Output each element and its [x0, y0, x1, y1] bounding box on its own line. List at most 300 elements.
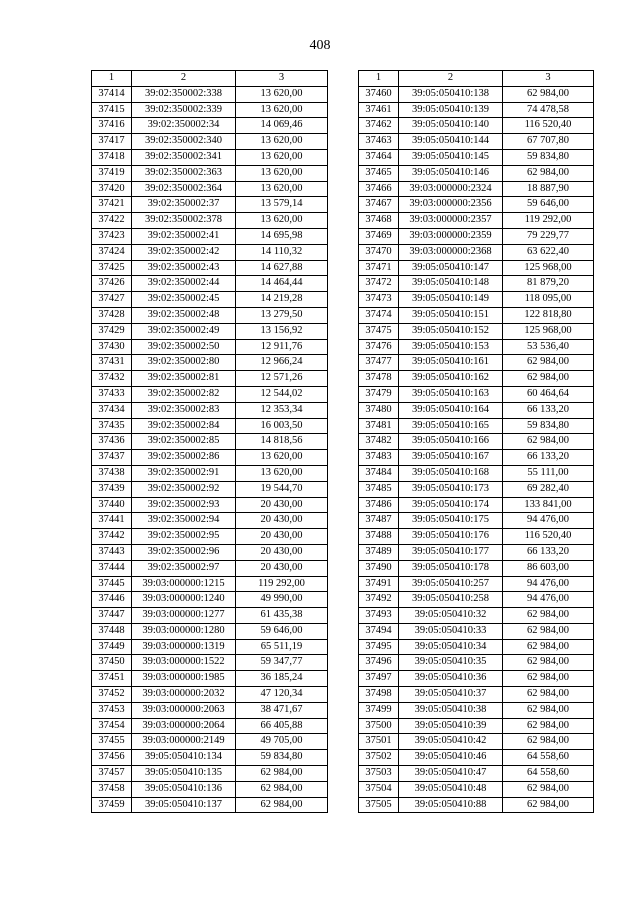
- table-row: [359, 292, 594, 308]
- table-row: [92, 165, 328, 181]
- row-number-cell: 37416: [92, 118, 132, 134]
- table-row: [92, 434, 328, 450]
- table-row: [92, 608, 328, 624]
- row-number-cell: 37459: [92, 797, 132, 813]
- cadastral-number-cell: 39:05:050410:168: [399, 465, 503, 481]
- table-row: [359, 276, 594, 292]
- cadastral-number-cell: 39:05:050410:48: [399, 781, 503, 797]
- table-row: [92, 260, 328, 276]
- value-cell: 55 111,00: [503, 465, 594, 481]
- row-number-cell: 37467: [359, 197, 399, 213]
- table-header-row: [359, 71, 594, 87]
- value-cell: 64 558,60: [503, 750, 594, 766]
- table-row: [359, 797, 594, 813]
- cadastral-number-cell: 39:02:350002:37: [132, 197, 236, 213]
- row-number-cell: 37429: [92, 323, 132, 339]
- value-cell: 125 968,00: [503, 323, 594, 339]
- row-number-cell: 37418: [92, 149, 132, 165]
- cadastral-number-cell: 39:02:350002:95: [132, 529, 236, 545]
- row-number-cell: 37436: [92, 434, 132, 450]
- row-number-cell: 37505: [359, 797, 399, 813]
- row-number-cell: 37424: [92, 244, 132, 260]
- cadastral-number-cell: 39:05:050410:146: [399, 165, 503, 181]
- table-row: [92, 513, 328, 529]
- cadastral-number-cell: 39:05:050410:161: [399, 355, 503, 371]
- row-number-cell: 37495: [359, 639, 399, 655]
- row-number-cell: 37470: [359, 244, 399, 260]
- table-row: [359, 655, 594, 671]
- cadastral-number-cell: 39:02:350002:341: [132, 149, 236, 165]
- value-cell: 49 705,00: [236, 734, 328, 750]
- column-header-value: 3: [236, 71, 328, 87]
- value-cell: 64 558,60: [503, 766, 594, 782]
- cadastral-number-cell: 39:05:050410:177: [399, 544, 503, 560]
- cadastral-number-cell: 39:05:050410:38: [399, 702, 503, 718]
- value-cell: 118 095,00: [503, 292, 594, 308]
- table-row: [359, 371, 594, 387]
- table-row: [92, 592, 328, 608]
- cadastral-number-cell: 39:05:050410:153: [399, 339, 503, 355]
- table-row: [92, 481, 328, 497]
- cadastral-number-cell: 39:02:350002:364: [132, 181, 236, 197]
- cadastral-number-cell: 39:03:000000:1522: [132, 655, 236, 671]
- row-number-cell: 37420: [92, 181, 132, 197]
- value-cell: 20 430,00: [236, 529, 328, 545]
- value-cell: 62 984,00: [503, 702, 594, 718]
- table-row: [359, 750, 594, 766]
- value-cell: 62 984,00: [503, 655, 594, 671]
- table-row: [92, 465, 328, 481]
- cadastral-number-cell: 39:05:050410:165: [399, 418, 503, 434]
- value-cell: 62 984,00: [503, 781, 594, 797]
- row-number-cell: 37490: [359, 560, 399, 576]
- row-number-cell: 37494: [359, 623, 399, 639]
- cadastral-number-cell: 39:02:350002:338: [132, 86, 236, 102]
- cadastral-number-cell: 39:02:350002:363: [132, 165, 236, 181]
- cadastral-number-cell: 39:03:000000:2063: [132, 702, 236, 718]
- table-row: [92, 718, 328, 734]
- value-cell: 13 620,00: [236, 149, 328, 165]
- table-row: [92, 355, 328, 371]
- column-header-cadastral: 2: [132, 71, 236, 87]
- table-row: [359, 481, 594, 497]
- value-cell: 20 430,00: [236, 513, 328, 529]
- value-cell: 14 110,32: [236, 244, 328, 260]
- table-row: [359, 766, 594, 782]
- value-cell: 14 627,88: [236, 260, 328, 276]
- cadastral-number-cell: 39:03:000000:2368: [399, 244, 503, 260]
- value-cell: 133 841,00: [503, 497, 594, 513]
- cadastral-number-cell: 39:02:350002:91: [132, 465, 236, 481]
- cadastral-number-cell: 39:05:050410:134: [132, 750, 236, 766]
- value-cell: 13 620,00: [236, 213, 328, 229]
- value-cell: 62 984,00: [503, 797, 594, 813]
- table-row: [92, 576, 328, 592]
- row-number-cell: 37422: [92, 213, 132, 229]
- value-cell: 116 520,40: [503, 529, 594, 545]
- row-number-cell: 37471: [359, 260, 399, 276]
- cadastral-number-cell: 39:05:050410:149: [399, 292, 503, 308]
- value-cell: 62 984,00: [503, 718, 594, 734]
- cadastral-number-cell: 39:02:350002:92: [132, 481, 236, 497]
- row-number-cell: 37477: [359, 355, 399, 371]
- value-cell: 14 219,28: [236, 292, 328, 308]
- table-row: [92, 371, 328, 387]
- cadastral-number-cell: 39:05:050410:151: [399, 307, 503, 323]
- value-cell: 14 069,46: [236, 118, 328, 134]
- cadastral-number-cell: 39:02:350002:80: [132, 355, 236, 371]
- row-number-cell: 37456: [92, 750, 132, 766]
- value-cell: 60 464,64: [503, 386, 594, 402]
- table-row: [359, 355, 594, 371]
- row-number-cell: 37451: [92, 671, 132, 687]
- value-cell: 66 405,88: [236, 718, 328, 734]
- cadastral-number-cell: 39:02:350002:86: [132, 450, 236, 466]
- value-cell: 94 476,00: [503, 576, 594, 592]
- row-number-cell: 37443: [92, 544, 132, 560]
- table-row: [359, 465, 594, 481]
- value-cell: 49 990,00: [236, 592, 328, 608]
- table-row: [359, 323, 594, 339]
- value-cell: 94 476,00: [503, 513, 594, 529]
- table-row: [359, 608, 594, 624]
- value-cell: 62 984,00: [503, 639, 594, 655]
- row-number-cell: 37419: [92, 165, 132, 181]
- table-row: [92, 102, 328, 118]
- table-row: [92, 750, 328, 766]
- cadastral-number-cell: 39:03:000000:1215: [132, 576, 236, 592]
- table-row: [359, 197, 594, 213]
- value-cell: 67 707,80: [503, 134, 594, 150]
- row-number-cell: 37503: [359, 766, 399, 782]
- cadastral-number-cell: 39:02:350002:340: [132, 134, 236, 150]
- row-number-cell: 37501: [359, 734, 399, 750]
- value-cell: 61 435,38: [236, 608, 328, 624]
- row-number-cell: 37502: [359, 750, 399, 766]
- value-cell: 59 834,80: [503, 149, 594, 165]
- value-cell: 62 984,00: [503, 687, 594, 703]
- cadastral-number-cell: 39:02:350002:84: [132, 418, 236, 434]
- table-row: [359, 513, 594, 529]
- cadastral-number-cell: 39:03:000000:2357: [399, 213, 503, 229]
- value-cell: 47 120,34: [236, 687, 328, 703]
- value-cell: 94 476,00: [503, 592, 594, 608]
- row-number-cell: 37472: [359, 276, 399, 292]
- row-number-cell: 37438: [92, 465, 132, 481]
- table-row: [92, 86, 328, 102]
- table-row: [92, 213, 328, 229]
- row-number-cell: 37498: [359, 687, 399, 703]
- value-cell: 14 818,56: [236, 434, 328, 450]
- cadastral-number-cell: 39:05:050410:36: [399, 671, 503, 687]
- value-cell: 53 536,40: [503, 339, 594, 355]
- table-row: [92, 386, 328, 402]
- cadastral-number-cell: 39:02:350002:48: [132, 307, 236, 323]
- cadastral-number-cell: 39:02:350002:82: [132, 386, 236, 402]
- cadastral-number-cell: 39:05:050410:166: [399, 434, 503, 450]
- cadastral-number-cell: 39:02:350002:44: [132, 276, 236, 292]
- cadastral-number-cell: 39:02:350002:378: [132, 213, 236, 229]
- row-number-cell: 37445: [92, 576, 132, 592]
- row-number-cell: 37480: [359, 402, 399, 418]
- cadastral-number-cell: 39:05:050410:147: [399, 260, 503, 276]
- row-number-cell: 37460: [359, 86, 399, 102]
- row-number-cell: 37462: [359, 118, 399, 134]
- table-row: [359, 718, 594, 734]
- row-number-cell: 37466: [359, 181, 399, 197]
- row-number-cell: 37444: [92, 560, 132, 576]
- table-row: [92, 418, 328, 434]
- value-cell: 20 430,00: [236, 560, 328, 576]
- table-row: [92, 339, 328, 355]
- cadastral-number-cell: 39:05:050410:144: [399, 134, 503, 150]
- cadastral-number-cell: 39:02:350002:94: [132, 513, 236, 529]
- row-number-cell: 37430: [92, 339, 132, 355]
- table-row: [92, 655, 328, 671]
- cadastral-number-cell: 39:03:000000:1280: [132, 623, 236, 639]
- table-row: [359, 418, 594, 434]
- row-number-cell: 37457: [92, 766, 132, 782]
- cadastral-number-cell: 39:05:050410:138: [399, 86, 503, 102]
- value-cell: 12 571,26: [236, 371, 328, 387]
- table-row: [359, 213, 594, 229]
- table-row: [359, 702, 594, 718]
- value-cell: 119 292,00: [503, 213, 594, 229]
- table-row: [92, 560, 328, 576]
- value-cell: 62 984,00: [503, 734, 594, 750]
- table-row: [359, 734, 594, 750]
- value-cell: 62 984,00: [236, 766, 328, 782]
- table-row: [92, 671, 328, 687]
- row-number-cell: 37489: [359, 544, 399, 560]
- table-row: [359, 529, 594, 545]
- cadastral-number-cell: 39:05:050410:162: [399, 371, 503, 387]
- cadastral-number-cell: 39:02:350002:50: [132, 339, 236, 355]
- table-row: [359, 576, 594, 592]
- cadastral-number-cell: 39:03:000000:1240: [132, 592, 236, 608]
- cadastral-number-cell: 39:02:350002:93: [132, 497, 236, 513]
- value-cell: 62 984,00: [503, 608, 594, 624]
- value-cell: 63 622,40: [503, 244, 594, 260]
- row-number-cell: 37491: [359, 576, 399, 592]
- row-number-cell: 37469: [359, 228, 399, 244]
- row-number-cell: 37496: [359, 655, 399, 671]
- row-number-cell: 37475: [359, 323, 399, 339]
- table-row: [359, 671, 594, 687]
- row-number-cell: 37497: [359, 671, 399, 687]
- column-header-cadastral: 2: [399, 71, 503, 87]
- table-row: [92, 292, 328, 308]
- row-number-cell: 37442: [92, 529, 132, 545]
- value-cell: 59 646,00: [503, 197, 594, 213]
- row-number-cell: 37492: [359, 592, 399, 608]
- row-number-cell: 37450: [92, 655, 132, 671]
- table-row: [359, 386, 594, 402]
- value-cell: 12 966,24: [236, 355, 328, 371]
- cadastral-number-cell: 39:03:000000:2032: [132, 687, 236, 703]
- table-row: [92, 544, 328, 560]
- cadastral-number-cell: 39:05:050410:137: [132, 797, 236, 813]
- value-cell: 116 520,40: [503, 118, 594, 134]
- table-row: [359, 228, 594, 244]
- value-cell: 59 834,80: [236, 750, 328, 766]
- value-cell: 13 620,00: [236, 181, 328, 197]
- value-cell: 38 471,67: [236, 702, 328, 718]
- cadastral-number-cell: 39:05:050410:175: [399, 513, 503, 529]
- row-number-cell: 37452: [92, 687, 132, 703]
- table-row: [92, 497, 328, 513]
- table-row: [359, 118, 594, 134]
- cadastral-number-cell: 39:03:000000:2356: [399, 197, 503, 213]
- row-number-cell: 37432: [92, 371, 132, 387]
- value-cell: 86 603,00: [503, 560, 594, 576]
- table-row: [92, 228, 328, 244]
- table-row: [92, 781, 328, 797]
- row-number-cell: 37433: [92, 386, 132, 402]
- cadastral-number-cell: 39:02:350002:85: [132, 434, 236, 450]
- cadastral-number-cell: 39:02:350002:45: [132, 292, 236, 308]
- row-number-cell: 37479: [359, 386, 399, 402]
- cadastral-number-cell: 39:05:050410:152: [399, 323, 503, 339]
- cadastral-number-cell: 39:03:000000:2324: [399, 181, 503, 197]
- cadastral-number-cell: 39:02:350002:41: [132, 228, 236, 244]
- table-row: [359, 687, 594, 703]
- table-row: [92, 134, 328, 150]
- table-row: [359, 102, 594, 118]
- table-row: [359, 497, 594, 513]
- table-row: [359, 86, 594, 102]
- value-cell: 59 347,77: [236, 655, 328, 671]
- table-row: [92, 450, 328, 466]
- table-row: [359, 165, 594, 181]
- cadastral-number-cell: 39:03:000000:1277: [132, 608, 236, 624]
- cadastral-number-cell: 39:05:050410:174: [399, 497, 503, 513]
- row-number-cell: 37447: [92, 608, 132, 624]
- cadastral-number-cell: 39:05:050410:42: [399, 734, 503, 750]
- row-number-cell: 37484: [359, 465, 399, 481]
- row-number-cell: 37488: [359, 529, 399, 545]
- row-number-cell: 37481: [359, 418, 399, 434]
- table-row: [359, 434, 594, 450]
- row-number-cell: 37468: [359, 213, 399, 229]
- value-cell: 18 887,90: [503, 181, 594, 197]
- table-row: [359, 560, 594, 576]
- row-number-cell: 37483: [359, 450, 399, 466]
- value-cell: 79 229,77: [503, 228, 594, 244]
- cadastral-number-cell: 39:05:050410:258: [399, 592, 503, 608]
- table-row: [359, 450, 594, 466]
- value-cell: 81 879,20: [503, 276, 594, 292]
- row-number-cell: 37439: [92, 481, 132, 497]
- cadastral-number-cell: 39:05:050410:178: [399, 560, 503, 576]
- table-body-right: [359, 86, 594, 813]
- value-cell: 12 544,02: [236, 386, 328, 402]
- row-number-cell: 37493: [359, 608, 399, 624]
- value-cell: 19 544,70: [236, 481, 328, 497]
- row-number-cell: 37426: [92, 276, 132, 292]
- table-row: [92, 276, 328, 292]
- table-row: [92, 797, 328, 813]
- cadastral-number-cell: 39:02:350002:96: [132, 544, 236, 560]
- value-cell: 125 968,00: [503, 260, 594, 276]
- row-number-cell: 37414: [92, 86, 132, 102]
- table-row: [359, 781, 594, 797]
- column-header-value: 3: [503, 71, 594, 87]
- cadastral-number-cell: 39:02:350002:42: [132, 244, 236, 260]
- value-cell: 62 984,00: [503, 86, 594, 102]
- value-cell: 62 984,00: [503, 671, 594, 687]
- table-row: [359, 623, 594, 639]
- cadastral-number-cell: 39:03:000000:1985: [132, 671, 236, 687]
- value-cell: 12 353,34: [236, 402, 328, 418]
- row-number-cell: 37455: [92, 734, 132, 750]
- cadastral-number-cell: 39:05:050410:163: [399, 386, 503, 402]
- value-cell: 20 430,00: [236, 497, 328, 513]
- value-cell: 62 984,00: [503, 371, 594, 387]
- cadastral-number-cell: 39:02:350002:49: [132, 323, 236, 339]
- table-row: [92, 323, 328, 339]
- value-cell: 14 695,98: [236, 228, 328, 244]
- row-number-cell: 37415: [92, 102, 132, 118]
- table-row: [92, 149, 328, 165]
- cadastral-number-cell: 39:03:000000:2064: [132, 718, 236, 734]
- value-cell: 62 984,00: [236, 797, 328, 813]
- value-cell: 13 620,00: [236, 102, 328, 118]
- table-row: [359, 402, 594, 418]
- cadastral-number-cell: 39:05:050410:139: [399, 102, 503, 118]
- cadastral-number-cell: 39:02:350002:34: [132, 118, 236, 134]
- table-row: [359, 639, 594, 655]
- row-number-cell: 37463: [359, 134, 399, 150]
- value-cell: 13 620,00: [236, 134, 328, 150]
- row-number-cell: 37435: [92, 418, 132, 434]
- value-cell: 13 279,50: [236, 307, 328, 323]
- value-cell: 13 620,00: [236, 86, 328, 102]
- data-table-right: [358, 70, 594, 813]
- cadastral-number-cell: 39:05:050410:32: [399, 608, 503, 624]
- table-header-row: [92, 71, 328, 87]
- row-number-cell: 37446: [92, 592, 132, 608]
- value-cell: 14 464,44: [236, 276, 328, 292]
- cadastral-number-cell: 39:05:050410:37: [399, 687, 503, 703]
- value-cell: 74 478,58: [503, 102, 594, 118]
- row-number-cell: 37461: [359, 102, 399, 118]
- table-row: [359, 544, 594, 560]
- row-number-cell: 37458: [92, 781, 132, 797]
- value-cell: 119 292,00: [236, 576, 328, 592]
- table-row: [92, 766, 328, 782]
- value-cell: 62 984,00: [503, 623, 594, 639]
- cadastral-number-cell: 39:05:050410:167: [399, 450, 503, 466]
- cadastral-number-cell: 39:05:050410:145: [399, 149, 503, 165]
- cadastral-number-cell: 39:03:000000:1319: [132, 639, 236, 655]
- table-row: [92, 402, 328, 418]
- table-row: [359, 339, 594, 355]
- row-number-cell: 37499: [359, 702, 399, 718]
- table-row: [359, 592, 594, 608]
- row-number-cell: 37437: [92, 450, 132, 466]
- table-row: [92, 529, 328, 545]
- row-number-cell: 37485: [359, 481, 399, 497]
- value-cell: 69 282,40: [503, 481, 594, 497]
- value-cell: 13 620,00: [236, 450, 328, 466]
- cadastral-number-cell: 39:05:050410:39: [399, 718, 503, 734]
- page-number: 408: [309, 38, 331, 53]
- row-number-cell: 37417: [92, 134, 132, 150]
- value-cell: 13 620,00: [236, 465, 328, 481]
- cadastral-number-cell: 39:05:050410:46: [399, 750, 503, 766]
- value-cell: 66 133,20: [503, 544, 594, 560]
